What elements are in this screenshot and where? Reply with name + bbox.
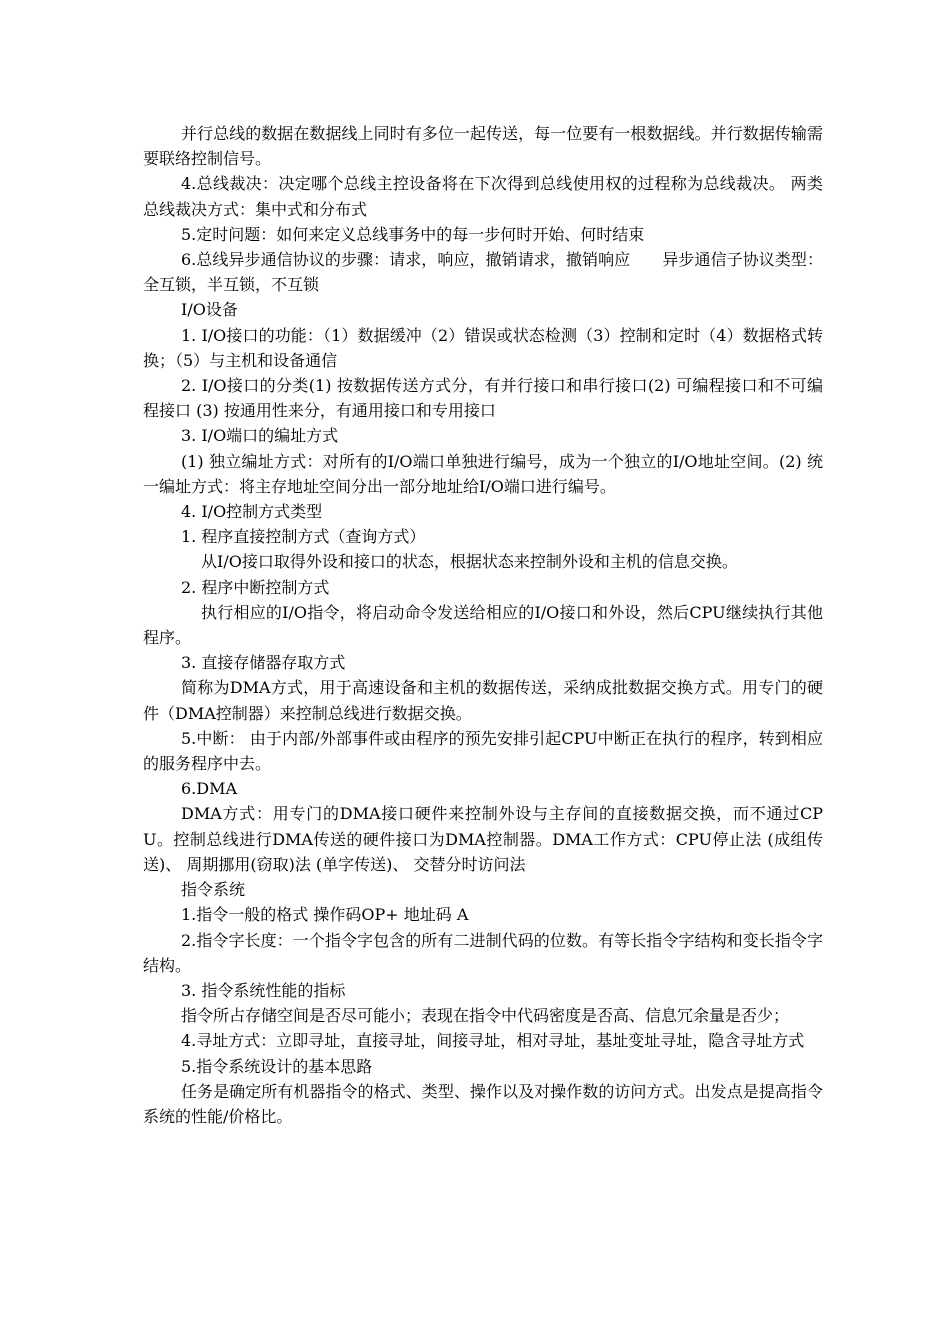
heading-instruction-performance: 3. 指令系统性能的指标	[181, 980, 346, 1000]
paragraph-interrupt-control: 执行相应的I/O指令，将启动命令发送给相应的I/O接口和外设，然后CPU继续执行其他程序。	[143, 602, 823, 648]
paragraph-parallel-bus: 并行总线的数据在数据线上同时有多位一起传送，每一位要有一根数据线。并行数据传输需要联络控制信号。	[143, 124, 823, 169]
paragraph-io-port-addressing: (1) 独立编址方式：对所有的I/O端口单独进行编号，成为一个独立的I/O地址空间。(2) 统一编址方式：将主存地址空间分出一部分地址给I/O端口进行编号。	[143, 451, 823, 496]
paragraph-timing: 5.定时问题：如何来定义总线事务中的每一步何时开始、何时结束	[181, 224, 645, 244]
heading-interrupt-control: 2. 程序中断控制方式	[181, 577, 330, 597]
document-page	[143, 121, 823, 1129]
paragraph-instruction-format: 1.指令一般的格式 操作码OP+ 地址码 A	[181, 905, 469, 925]
heading-io-control-types: 4. I/O控制方式类型	[181, 502, 323, 522]
heading-instruction-design: 5.指令系统设计的基本思路	[181, 1056, 373, 1076]
heading-io-port-addressing: 3. I/O端口的编址方式	[181, 426, 339, 446]
heading-dma-access: 3. 直接存储器存取方式	[181, 653, 346, 673]
paragraph-io-interface-functions: 1. I/O接口的功能：（1）数据缓冲（2）错误或状态检测（3）控制和定时（4）数据格式转换；（5）与主机和设备通信	[143, 325, 823, 370]
paragraph-addressing-modes: 4.寻址方式：立即寻址，直接寻址，间接寻址，相对寻址，基址变址寻址，隐含寻址方式	[181, 1031, 805, 1051]
paragraph-instruction-design: 任务是确定所有机器指令的格式、类型、操作以及对操作数的访问方式。出发点是提高指令系统的性能/价格比。	[143, 1081, 823, 1126]
heading-instruction-system: 指令系统	[181, 880, 246, 900]
heading-dma: 6.DMA	[181, 779, 238, 799]
paragraph-dma-definition: DMA方式：用专门的DMA接口硬件来控制外设与主存间的直接数据交换，而不通过CPU。控制总线进行DMA传送的硬件接口为DMA控制器。DMA工作方式：CPU停止法 (成组传送)、 周期挪用(窃取)法 (单字传送)、 交替分时访问法	[143, 804, 823, 874]
paragraph-instruction-length: 2.指令字长度：一个指令字包含的所有二进制代码的位数。有等长指令字结构和变长指令字结构。	[143, 930, 823, 975]
paragraph-io-interface-types: 2. I/O接口的分类(1) 按数据传送方式分，有并行接口和串行接口(2) 可编程接口和不可编程接口 (3) 按通用性来分，有通用接口和专用接口	[143, 376, 823, 421]
paragraph-dma-access: 简称为DMA方式，用于高速设备和主机的数据传送，采纳成批数据交换方式。用专门的硬件（DMA控制器）来控制总线进行数据交换。	[143, 678, 823, 723]
heading-io-devices: I/O设备	[181, 300, 238, 320]
paragraph-interrupt-definition: 5.中断： 由于内部/外部事件或由程序的预先安排引起CPU中断正在执行的程序，转到相应的服务程序中去。	[143, 728, 823, 774]
paragraph-async-protocol: 6.总线异步通信协议的步骤：请求，响应，撤销请求，撤销响应 异步通信子协议类型：全互锁，半互锁，不互锁	[143, 250, 823, 295]
heading-program-direct-control: 1. 程序直接控制方式（查询方式）	[181, 527, 426, 547]
paragraph-bus-arbitration: 4.总线裁决：决定哪个总线主控设备将在下次得到总线使用权的过程称为总线裁决。 两类总线裁决方式：集中式和分布式	[143, 174, 823, 219]
paragraph-instruction-performance: 指令所占存储空间是否尽可能小；表现在指令中代码密度是否高、信息冗余量是否少；	[181, 1006, 790, 1026]
paragraph-program-direct-control: 从I/O接口取得外设和接口的状态，根据状态来控制外设和主机的信息交换。	[201, 552, 738, 572]
